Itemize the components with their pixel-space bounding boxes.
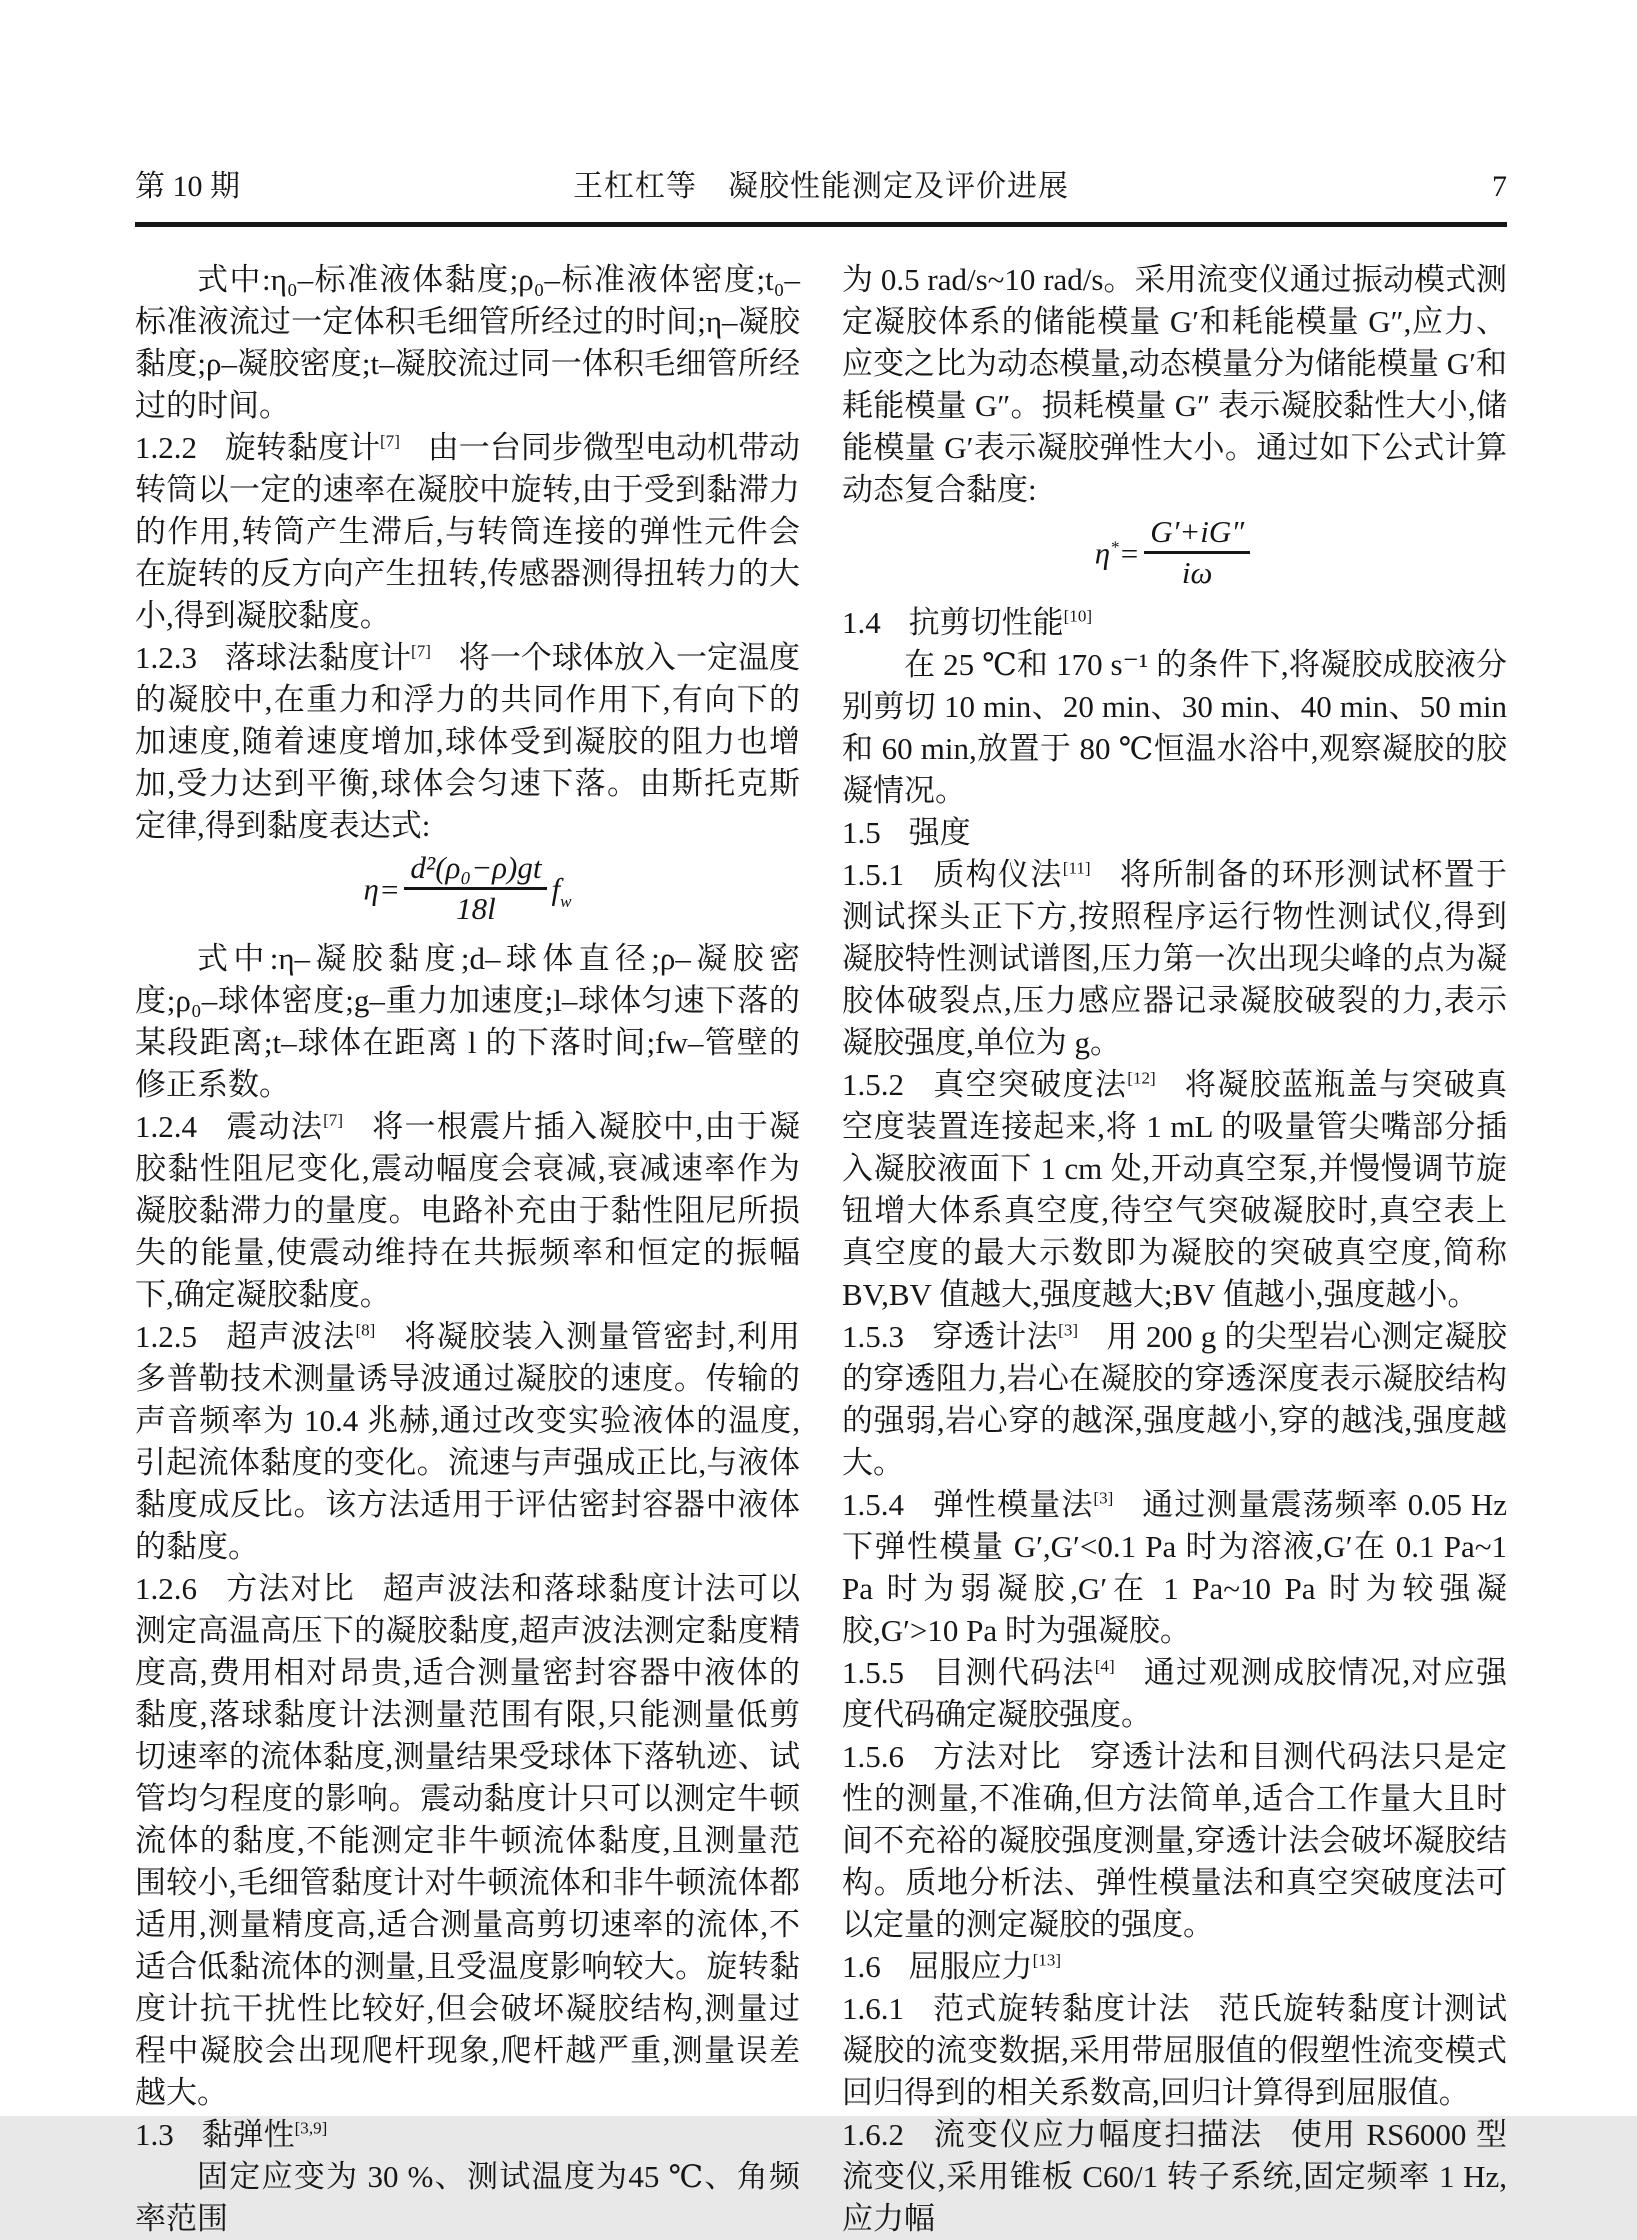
section-number: 1.5.6 — [842, 1739, 904, 1775]
section-body-text: 范氏旋转黏度计测试凝胶的流变数据,采用带屈服值的假塑性流变模式回归得到的相关系数高,回归计算得到屈服值。 — [842, 1991, 1507, 2111]
section-heading — [842, 1946, 1507, 1988]
section-paragraph — [135, 1106, 800, 1316]
section-title: 弹性模量法 — [931, 1487, 1094, 1523]
paragraph: 为 0.5 rad/s~10 rad/s。采用流变仪通过振动模式测定凝胶体系的储能模量 G′和耗能模量 G″,应力、应变之比为动态模量,动态模量分为储能模量 G′和耗能模量 G″。损耗模量 G″ 表示凝胶黏性大小,储能模量 G′表示凝胶弹性大小。通过如下公式计算动态复合黏度: — [842, 262, 1507, 507]
section-title: 落球法黏度计 — [224, 640, 412, 675]
section-number: 1.5.2 — [842, 1067, 904, 1103]
fraction — [404, 851, 547, 926]
section-number: 1.2.4 — [135, 1109, 197, 1145]
section-title: 目测代码法 — [931, 1655, 1095, 1691]
section-title: 旋转黏度计 — [224, 430, 381, 465]
section-title: 穿透计法 — [931, 1319, 1059, 1355]
reference-superscript: [7] — [411, 641, 431, 661]
section-paragraph — [842, 1652, 1507, 1736]
formula-lhs: η — [1094, 535, 1111, 571]
section-paragraph — [842, 1064, 1507, 1316]
reference-superscript: [13] — [1032, 1950, 1062, 1970]
section-title: 真空突破度法 — [931, 1067, 1128, 1103]
section-heading — [135, 2114, 800, 2156]
equation — [135, 850, 800, 930]
section-title: 震动法 — [224, 1109, 324, 1145]
running-head — [135, 170, 1507, 204]
header-page-number: 7 — [1492, 170, 1507, 203]
section-body-text: 用 200 g 的尖型岩心测定凝胶的穿透阻力,岩心在凝胶的穿透深度表示凝胶结构的强弱,岩心穿的越深,强度越小,穿的越浅,强度越大。 — [842, 1319, 1508, 1481]
section-number: 1.2.6 — [135, 1571, 197, 1607]
formula-factor-subscript: w — [560, 891, 572, 911]
section-number: 1.2.5 — [135, 1319, 197, 1355]
formula-lhs-superscript: * — [1110, 537, 1119, 557]
reference-superscript: [10] — [1063, 606, 1093, 626]
fraction-numerator: G′+iG″ — [1144, 515, 1250, 554]
section-number: 1.2.2 — [135, 430, 197, 465]
reference-superscript: [7] — [323, 1110, 343, 1130]
section-paragraph — [135, 637, 800, 847]
reference-superscript: [12] — [1127, 1068, 1156, 1088]
reference-superscript: [3,9] — [294, 2118, 328, 2138]
header-issue: 第 10 期 — [135, 170, 240, 203]
paragraph: 在 25 ℃和 170 s⁻¹ 的条件下,将凝胶成胶液分别剪切 10 min、20 min、30 min、40 min、50 min 和 60 min,放置于 80 ℃恒温水浴中,观察凝胶的胶凝情况。 — [842, 647, 1507, 809]
section-number: 1.4 — [842, 605, 881, 641]
fraction-denominator: 18l — [456, 891, 496, 927]
section-body-text: 将凝胶蓝瓶盖与突破真空度装置连接起来,将 1 mL 的吸量管尖嘴部分插入凝胶液面下 1 cm 处,开动真空泵,并慢慢调节旋钮增大体系真空度,待空气突破凝胶时,真空表上真空度的最大示数即为凝胶的突破真空度,简称 BV,BV 值越大,强度越大;BV 值越小,强度越小。 — [842, 1067, 1507, 1313]
section-body-text: 将一根震片插入凝胶中,由于凝胶黏性阻尼变化,震动幅度会衰减,衰减速率作为凝胶黏滞力的量度。电路补充由于黏性阻尼所损失的能量,使震动维持在共振频率和恒定的振幅下,确定凝胶黏度。 — [135, 1109, 801, 1313]
section-paragraph — [135, 1568, 800, 2114]
section-paragraph — [842, 1484, 1507, 1652]
section-number: 1.5.3 — [842, 1319, 904, 1355]
section-title: 范式旋转黏度计法 — [931, 1991, 1191, 2027]
equals-sign: = — [380, 871, 399, 907]
section-number: 1.5 — [842, 815, 881, 851]
section-number: 1.6.2 — [842, 2117, 904, 2153]
section-number: 1.5.1 — [842, 857, 904, 893]
section-title: 方法对比 — [224, 1571, 355, 1607]
section-title: 黏弹性 — [201, 2117, 295, 2153]
left-column — [135, 259, 800, 2240]
section-title: 质构仪法 — [931, 857, 1063, 893]
reference-superscript: [7] — [380, 431, 400, 451]
section-title: 屈服应力 — [908, 1949, 1033, 1985]
reference-superscript: [8] — [355, 1320, 376, 1340]
section-number: 1.2.3 — [135, 640, 197, 675]
fraction-denominator: iω — [1181, 555, 1213, 591]
section-number: 1.6.1 — [842, 1991, 904, 2027]
section-title: 流变仪应力幅度扫描法 — [931, 2117, 1264, 2153]
section-number: 1.6 — [842, 1949, 881, 1985]
reference-superscript: [4] — [1094, 1656, 1115, 1676]
section-body-text: 将凝胶装入测量管密封,利用多普勒技术测量诱导波通过凝胶的速度。传输的声音频率为 10.4 兆赫,通过改变实验液体的温度,引起流体黏度的变化。流速与声强成正比,与液体黏度成反比。该方法适用于评估密封容器中液体的黏度。 — [135, 1319, 801, 1565]
section-title: 强度 — [908, 815, 971, 851]
section-body-text: 将所制备的环形测试杯置于测试探头正下方,按照程序运行物性测试仪,得到凝胶特性测试谱图,压力第一次出现尖峰的点为凝胶体破裂点,压力感应器记录凝胶破裂的力,表示凝胶强度,单位为 g。 — [842, 857, 1508, 1061]
paragraph: 式中:η–凝胶黏度;d–球体直径;ρ–凝胶密度;ρ₀–球体密度;g–重力加速度;l–球体匀速下落的某段距离;t–球体在距离 l 的下落时间;fw–管壁的修正系数。 — [135, 941, 800, 1103]
equals-sign: = — [1120, 535, 1139, 571]
fraction — [1144, 515, 1250, 590]
section-paragraph — [842, 1988, 1507, 2114]
section-paragraph — [842, 1316, 1507, 1484]
reference-superscript: [11] — [1062, 858, 1091, 878]
article-body — [135, 259, 1507, 2240]
section-paragraph — [842, 2114, 1507, 2240]
section-title: 方法对比 — [931, 1739, 1062, 1775]
section-body-text: 通过测量震荡频率 0.05 Hz 下弹性模量 G′,G′<0.1 Pa 时为溶液,G′在 0.1 Pa~1 Pa 时为弱凝胶,G′在 1 Pa~10 Pa 时为较强凝胶,G′>10 Pa 时为强凝胶。 — [842, 1487, 1507, 1649]
section-body-text: 使用 RS6000 型流变仪,采用锥板 C60/1 转子系统,固定频率 1 Hz,应力幅 — [842, 2117, 1508, 2237]
header-rule — [135, 222, 1507, 227]
reference-superscript: [3] — [1058, 1320, 1079, 1340]
section-body-text: 由一台同步微型电动机带动转筒以一定的速率在凝胶中旋转,由于受到黏滞力的作用,转筒产生滞后,与转筒连接的弹性元件会在旋转的反方向产生扭转,传感器测得扭转力的大小,得到凝胶黏度。 — [135, 430, 801, 633]
paragraph: 固定应变为 30 %、测试温度为45 ℃、角频率范围 — [135, 2159, 800, 2237]
formula-factor: f — [551, 871, 561, 907]
section-body-text: 将一个球体放入一定温度的凝胶中,在重力和浮力的共同作用下,有向下的加速度,随着速度增加,球体受到凝胶的阻力也增加,受力达到平衡,球体会匀速下落。由斯托克斯定律,得到黏度表达式: — [135, 640, 800, 843]
section-paragraph — [135, 427, 800, 637]
equation — [842, 514, 1507, 594]
right-column — [842, 259, 1507, 2240]
reference-superscript: [3] — [1093, 1488, 1114, 1508]
section-title: 超声波法 — [224, 1319, 356, 1355]
section-paragraph — [842, 854, 1507, 1064]
section-body-text: 超声波法和落球黏度计法可以测定高温高压下的凝胶黏度,超声波法测定黏度精度高,费用相对昂贵,适合测量密封容器中液体的黏度,落球黏度计法测量范围有限,只能测量低剪切速率的流体黏度,测量结果受球体下落轨迹、试管均匀程度的影响。震动黏度计只可以测定牛顿流体的黏度,不能测定非牛顿流体黏度,且测量范围较小,毛细管黏度计对牛顿流体和非牛顿流体都适用,测量精度高,适合测量高剪切速率的流体,不适合低黏流体的测量,且受温度影响较大。旋转黏度计抗干扰性比较好,但会破坏凝胶结构,测量过程中凝胶会出现爬杆现象,爬杆越严重,测量误差越大。 — [135, 1571, 801, 2111]
section-number: 1.5.5 — [842, 1655, 904, 1691]
section-number: 1.5.4 — [842, 1487, 904, 1523]
section-title: 抗剪切性能 — [908, 605, 1064, 641]
section-body-text: 通过观测成胶情况,对应强度代码确定凝胶强度。 — [842, 1655, 1508, 1733]
header-title: 王杠杠等 凝胶性能测定及评价进展 — [573, 170, 1069, 203]
section-paragraph — [135, 1316, 800, 1568]
section-number: 1.3 — [135, 2117, 174, 2153]
fraction-numerator: d²(ρ₀−ρ)gt — [404, 851, 547, 890]
section-heading — [842, 812, 1507, 854]
formula-lhs: η — [363, 871, 379, 907]
paragraph: 式中:η₀–标准液体黏度;ρ₀–标准液体密度;t₀–标准液流过一定体积毛细管所经过的时间;η–凝胶黏度;ρ–凝胶密度;t–凝胶流过同一体积毛细管所经过的时间。 — [135, 262, 800, 423]
section-heading — [842, 602, 1507, 644]
section-body-text: 穿透计法和目测代码法只是定性的测量,不准确,但方法简单,适合工作量大且时间不充裕的凝胶强度测量,穿透计法会破坏凝胶结构。质地分析法、弹性模量法和真空突破度法可以定量的测定凝胶的强度。 — [842, 1739, 1508, 1943]
section-paragraph — [842, 1736, 1507, 1946]
